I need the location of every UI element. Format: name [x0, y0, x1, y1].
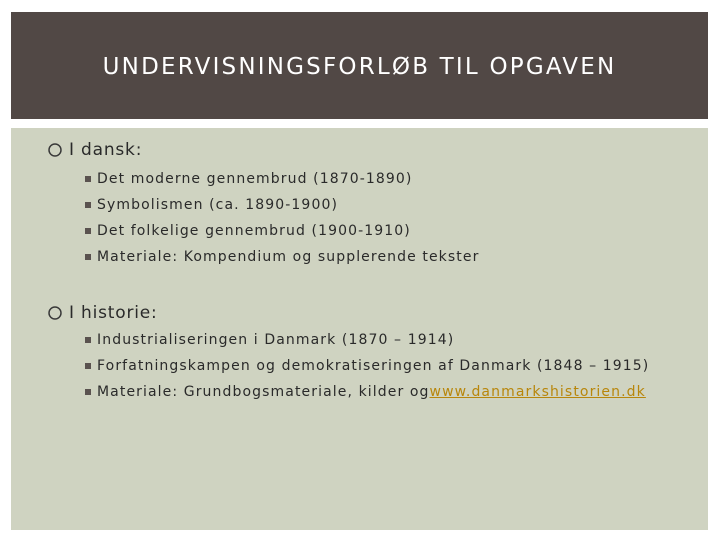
- square-bullet-icon: [85, 202, 91, 208]
- list-item-text: Industrialiseringen i Danmark (1870 – 1914): [97, 332, 455, 348]
- list-item: [47, 218, 479, 244]
- title-bar: [11, 12, 708, 119]
- content-area: [11, 128, 708, 530]
- section-historie: [47, 301, 649, 405]
- section-heading-row: [47, 138, 479, 162]
- danmarkshistorien-link[interactable]: www.danmarkshistorien.dk: [429, 384, 646, 400]
- circle-bullet-icon: [47, 142, 63, 158]
- section-heading-row: [47, 301, 649, 325]
- slide-title: UNDERVISNINGSFORLØB TIL OPGAVEN: [102, 53, 617, 80]
- square-bullet-icon: [85, 176, 91, 182]
- list-item-text: Materiale: Kompendium og supplerende tekster: [97, 249, 480, 265]
- list-item-text: Det folkelige gennembrud (1900-1910): [97, 223, 411, 239]
- square-bullet-icon: [85, 337, 91, 343]
- square-bullet-icon: [85, 363, 91, 369]
- sub-list: [47, 327, 649, 405]
- section-heading: I dansk:: [69, 140, 143, 160]
- square-bullet-icon: [85, 254, 91, 260]
- list-item: [47, 353, 649, 379]
- circle-bullet-icon: [47, 305, 63, 321]
- square-bullet-icon: [85, 389, 91, 395]
- square-bullet-icon: [85, 228, 91, 234]
- list-item-text: Det moderne gennembrud (1870-1890): [97, 171, 413, 187]
- section-dansk: [47, 138, 479, 270]
- list-item-text: Forfatningskampen og demokratiseringen af Danmark (1848 – 1915): [97, 358, 650, 374]
- list-item: [47, 166, 479, 192]
- list-item-text: Symbolismen (ca. 1890-1900): [97, 197, 339, 213]
- list-item: [47, 379, 649, 405]
- section-heading: I historie:: [69, 303, 158, 323]
- list-item: [47, 192, 479, 218]
- sub-list: [47, 166, 479, 270]
- list-item: [47, 244, 479, 270]
- list-item-text: Materiale: Grundbogsmateriale, kilder og: [97, 384, 430, 400]
- list-item: [47, 327, 649, 353]
